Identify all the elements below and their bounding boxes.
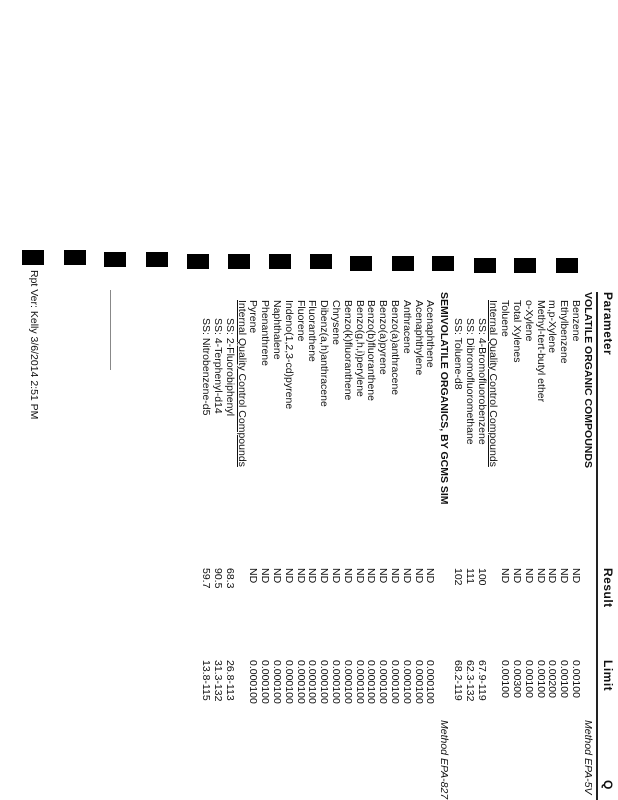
header-limit: Limit	[601, 660, 615, 692]
svoc-row-name: Pyrene	[247, 300, 260, 334]
svoc-row-limit: 0.000100	[353, 660, 366, 704]
svoc-row-limit: 0.000100	[341, 660, 354, 704]
svoc-iqc-row-limit: 31.3-132	[212, 660, 224, 702]
svoc-row-name: Chrysene	[330, 300, 342, 345]
svoc-row-limit: 0.000100	[400, 660, 413, 704]
voc-row-result: ND	[499, 568, 512, 584]
method-label-voc: Method EPA-5V	[582, 720, 594, 795]
voc-iqc-row-name: SS: 4-Bromofluorobenzene	[475, 318, 488, 445]
voc-iqc-row-limit: 67.9-119	[475, 660, 488, 701]
header-q: Q	[601, 780, 615, 790]
svoc-row-result: ND	[365, 568, 378, 584]
header-parameter: Parameter	[601, 292, 615, 356]
report-version-footer: Rpt Ver: Kelly 3/6/2014 2:51 PM	[28, 270, 40, 420]
svoc-iqc-heading: Internal Quality Control Compounds	[235, 300, 248, 467]
voc-row-limit: 0.00200	[546, 660, 559, 698]
svoc-row-name: Benzo(k)fluoranthene	[341, 300, 354, 401]
voc-iqc-row-result: 111	[463, 568, 476, 584]
svoc-row-limit: 0.000100	[424, 660, 437, 704]
svoc-row-name: Acenaphthylene	[412, 300, 425, 376]
svoc-row-name: Benzo(a)pyrene	[377, 300, 390, 375]
section-voc: VOLATILE ORGANIC COMPOUNDS	[582, 292, 594, 468]
header-result: Result	[601, 568, 615, 608]
voc-row-limit: 0.00100	[534, 660, 547, 698]
svoc-row-name: Indeno(1,2,3-cd)pyrene	[282, 300, 295, 410]
svoc-row-limit: 0.000100	[365, 660, 378, 704]
svoc-row-name: Acenaphthene	[424, 300, 437, 368]
voc-iqc-row-limit: 68.2-119	[452, 660, 464, 701]
svoc-row-result: ND	[389, 568, 401, 584]
svoc-iqc-row-name: SS: 4-Terphenyl-d14	[212, 318, 224, 414]
header-rule	[596, 292, 598, 800]
svoc-row-result: ND	[294, 568, 307, 584]
svoc-row-limit: 0.000100	[318, 660, 331, 704]
voc-row-name: Ethylbenzene	[558, 300, 571, 364]
voc-row-limit: 0.00100	[558, 660, 571, 698]
svoc-row-result: ND	[282, 568, 295, 584]
svoc-row-result: ND	[318, 568, 331, 584]
svoc-row-result: ND	[353, 568, 366, 584]
svoc-row-name: Benzo(b)fluoranthene	[365, 300, 378, 401]
section-svoc: SEMIVOLATILE ORGANICS, BY GCMS SIM	[438, 292, 451, 505]
svoc-row-limit: 0.000100	[389, 660, 401, 704]
voc-row-result: ND	[522, 568, 535, 584]
voc-iqc-heading: Internal Quality Control Compounds	[487, 300, 500, 467]
svoc-row-limit: 0.000100	[377, 660, 390, 704]
svoc-row-limit: 0.000100	[412, 660, 425, 704]
svoc-row-result: ND	[424, 568, 437, 584]
method-label-svoc: Method EPA-827	[438, 720, 451, 800]
svoc-row-limit: 0.000100	[247, 660, 260, 704]
svoc-row-name: Fluoranthene	[306, 300, 319, 362]
svoc-row-result: ND	[377, 568, 390, 584]
voc-row-name: Methyl-tert-butyl ether	[534, 300, 547, 403]
voc-iqc-row-result: 100	[475, 568, 488, 586]
svoc-row-name: Anthracene	[400, 300, 413, 354]
svoc-iqc-row-limit: 13.8-115	[200, 660, 213, 701]
svoc-row-limit: 0.000100	[271, 660, 283, 704]
svoc-row-name: Benzo(a)anthracene	[389, 300, 401, 396]
voc-iqc-row-limit: 62.3-132	[463, 660, 476, 702]
voc-row-result: ND	[534, 568, 547, 584]
svoc-row-limit: 0.000100	[306, 660, 319, 704]
svoc-row-name: Naphthalene	[271, 300, 283, 360]
svoc-row-name: Fluorene	[294, 300, 307, 342]
voc-row-name: Toluene	[499, 300, 512, 337]
voc-row-limit: 0.00100	[570, 660, 582, 698]
svoc-row-limit: 0.000100	[259, 660, 272, 704]
svoc-row-limit: 0.000100	[282, 660, 295, 704]
voc-row-result: ND	[511, 568, 523, 584]
svoc-iqc-row-name: SS: 2-Fluorobiphenyl	[223, 318, 236, 417]
voc-row-limit: 0.00100	[522, 660, 535, 698]
voc-row-name: Total Xylenes	[511, 300, 523, 363]
voc-iqc-row-name: SS: Toluene-d8	[452, 318, 464, 390]
svoc-row-result: ND	[400, 568, 413, 584]
voc-row-name: m,p-Xylene	[546, 300, 559, 354]
svoc-row-result: ND	[341, 568, 354, 584]
svoc-iqc-row-result: 90.5	[212, 568, 224, 589]
voc-row-name: o-Xylene	[522, 300, 535, 342]
voc-iqc-row-result: 102	[452, 568, 464, 586]
voc-iqc-row-name: SS: Dibromofluoromethane	[463, 318, 476, 445]
voc-row-limit: 0.00100	[499, 660, 512, 698]
svoc-row-name: Phenanthrene	[259, 300, 272, 366]
svoc-iqc-row-result: 68.3	[223, 568, 236, 589]
svoc-row-result: ND	[247, 568, 260, 584]
svoc-row-result: ND	[306, 568, 319, 584]
svoc-row-name: Benzo(g,h,i)perylene	[353, 300, 366, 397]
svoc-row-limit: 0.000100	[330, 660, 342, 704]
svoc-row-limit: 0.000100	[294, 660, 307, 704]
svoc-iqc-row-name: SS: Nitrobenzene-d5	[200, 318, 213, 416]
svoc-row-result: ND	[259, 568, 272, 584]
svoc-row-result: ND	[271, 568, 283, 584]
voc-row-result: ND	[570, 568, 582, 584]
svoc-iqc-row-result: 59.7	[200, 568, 213, 589]
voc-row-result: ND	[546, 568, 559, 584]
voc-row-limit: 0.00300	[511, 660, 523, 698]
voc-row-result: ND	[558, 568, 571, 584]
svoc-row-result: ND	[330, 568, 342, 584]
voc-row-name: Benzene	[570, 300, 582, 342]
svoc-row-name: Dibenz(a,h)anthracene	[318, 300, 331, 407]
rule-line	[110, 290, 111, 370]
svoc-row-result: ND	[412, 568, 425, 584]
svoc-iqc-row-limit: 26.8-113	[223, 660, 236, 701]
